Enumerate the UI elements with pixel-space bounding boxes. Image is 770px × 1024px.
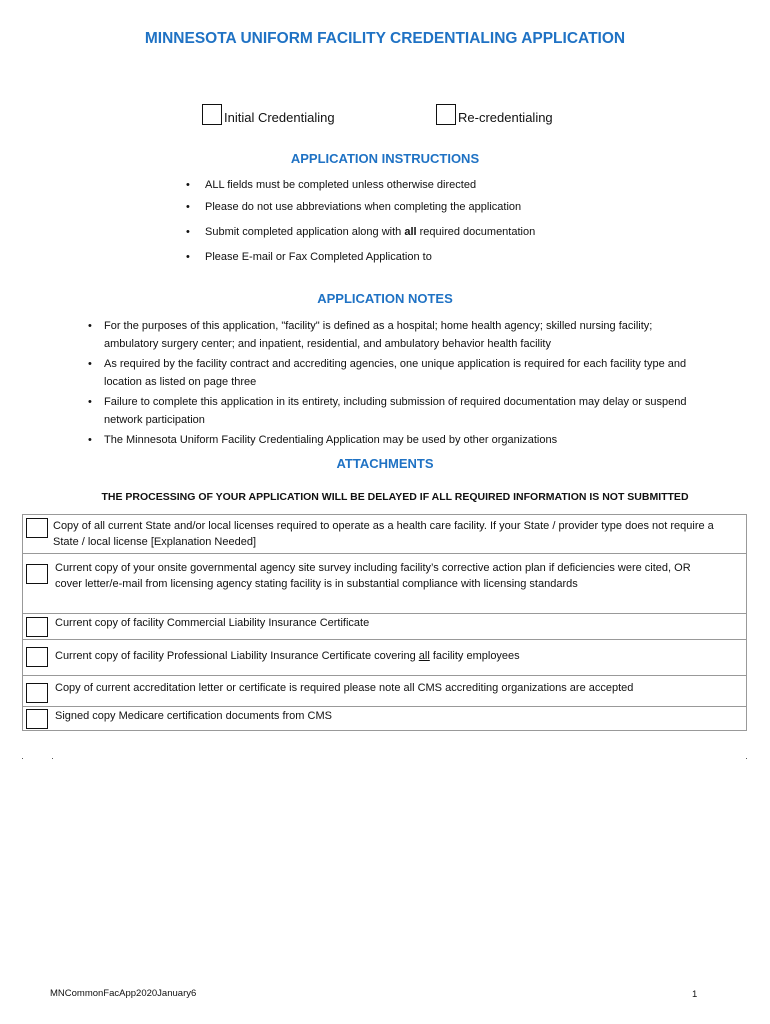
table-row bbox=[23, 515, 746, 554]
recredentialing-option[interactable] bbox=[436, 104, 553, 125]
list-item bbox=[88, 317, 708, 353]
note-text: As required by the facility contract and accrediting agencies, one unique application is required for each facility type and location as listed on page three bbox=[104, 358, 687, 388]
attachment-text: Signed copy Medicare certification documents from CMS bbox=[55, 710, 332, 722]
instruction-text: ALL fields must be completed unless otherwise directed bbox=[205, 179, 477, 191]
recredentialing-checkbox[interactable] bbox=[436, 104, 456, 125]
initial-credentialing-option[interactable] bbox=[202, 104, 335, 125]
list-item bbox=[88, 431, 708, 449]
bullet: • bbox=[88, 396, 92, 408]
attachment-text: Current copy of your onsite governmental agency site survey including facility’s corrective action plan if deficiencies were cited, OR cover letter/e-mail from licensing agency stating facility is in substantial compliance with licensing standards bbox=[55, 562, 691, 590]
table-row bbox=[23, 640, 746, 676]
attachment-text: Copy of current accreditation letter or certificate is required please note all CMS accrediting organizations are accepted bbox=[55, 682, 634, 694]
instructions-heading: APPLICATION INSTRUCTIONS bbox=[290, 151, 480, 166]
table-row bbox=[23, 614, 746, 640]
attachments-table bbox=[22, 514, 747, 731]
notes-list bbox=[88, 317, 708, 451]
attachment-checkbox[interactable] bbox=[26, 709, 48, 729]
page-number: 1 bbox=[692, 989, 698, 1000]
recredentialing-label: Re-credentialing bbox=[458, 110, 553, 125]
attachments-heading: ATTACHMENTS bbox=[336, 456, 434, 471]
attachment-checkbox[interactable] bbox=[26, 564, 48, 584]
page-mark bbox=[22, 758, 23, 759]
initial-credentialing-checkbox[interactable] bbox=[202, 104, 222, 125]
table-row bbox=[23, 707, 746, 730]
notes-heading: APPLICATION NOTES bbox=[317, 291, 453, 306]
bullet: • bbox=[88, 358, 92, 370]
list-item bbox=[88, 393, 708, 429]
attachment-checkbox[interactable] bbox=[26, 683, 48, 703]
document-id: MNCommonFacApp2020January6 bbox=[50, 988, 197, 999]
bullet: • bbox=[88, 320, 92, 332]
attachment-checkbox[interactable] bbox=[26, 647, 48, 667]
bullet: • bbox=[186, 226, 190, 238]
instruction-text: Please do not use abbreviations when completing the application bbox=[205, 201, 522, 213]
page-title: MINNESOTA UNIFORM FACILITY CREDENTIALING APPLICATION bbox=[144, 30, 626, 47]
attachment-checkbox[interactable] bbox=[26, 518, 48, 538]
bullet: • bbox=[186, 179, 190, 191]
initial-credentialing-label: Initial Credentialing bbox=[224, 110, 335, 125]
attachment-text: Current copy of facility Professional Liability Insurance Certificate covering all facility employees bbox=[55, 650, 520, 662]
table-row bbox=[23, 554, 746, 614]
attachment-text: Current copy of facility Commercial Liability Insurance Certificate bbox=[55, 617, 370, 629]
bullet: • bbox=[88, 434, 92, 446]
attachment-text: Copy of all current State and/or local licenses required to operate as a health care facility. If your State / provider type does not require a State / local license [Explanation Needed] bbox=[53, 520, 714, 548]
table-row bbox=[23, 676, 746, 707]
instruction-text: Submit completed application along with all required documentation bbox=[205, 226, 536, 238]
page-mark bbox=[52, 758, 53, 759]
note-text: Failure to complete this application in its entirety, including submission of required documentation may delay or suspend network participation bbox=[104, 396, 687, 426]
attachment-checkbox[interactable] bbox=[26, 617, 48, 637]
bullet: • bbox=[186, 251, 190, 263]
list-item bbox=[88, 355, 708, 391]
note-text: For the purposes of this application, "facility" is defined as a hospital; home health agency; skilled nursing facility; ambulatory surgery center; and inpatient, residential, and ambulatory behavior health facility bbox=[104, 320, 653, 350]
instruction-text: Please E-mail or Fax Completed Application to bbox=[205, 251, 432, 263]
processing-warning: THE PROCESSING OF YOUR APPLICATION WILL BE DELAYED IF ALL REQUIRED INFORMATION IS NOT SUBMITTED bbox=[101, 491, 689, 503]
note-text: The Minnesota Uniform Facility Credentialing Application may be used by other organizations bbox=[104, 434, 558, 446]
page-mark bbox=[746, 758, 747, 759]
bullet: • bbox=[186, 201, 190, 213]
